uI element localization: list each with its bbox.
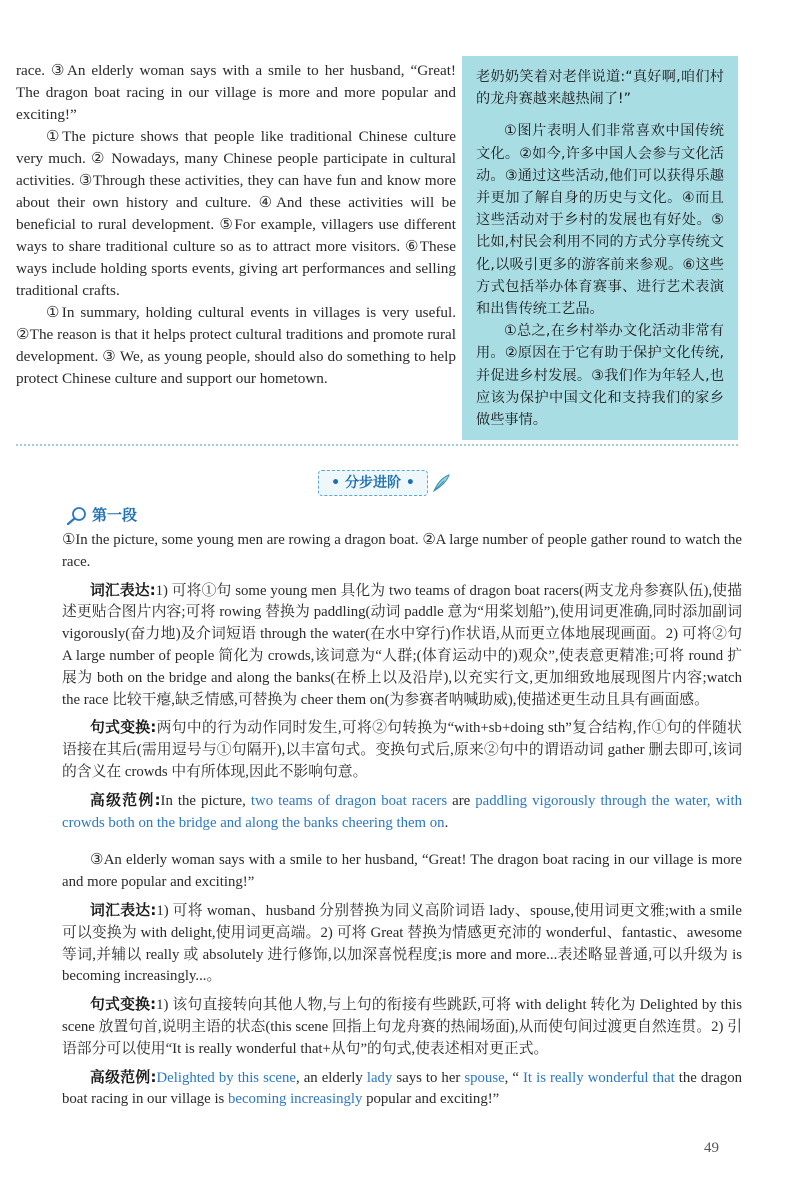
vocab-note (62, 580, 742, 712)
model-text: are (447, 792, 476, 809)
model-text: , “ (504, 1069, 523, 1086)
sentence-text: 1) 该句直接转向其他人物,与上句的衔接有些跳跃,可将 with delight 转化为 Delighted by this scene 放置句首,说明主语的状态(this scene 回指上句龙舟赛的热闹场面),从而使句间过渡更自然连贯。2) 引语部分可以使用“It is really wonderful that+从句”的句式,使表述相对更正式。 (62, 997, 742, 1057)
step-title-label: • 分步进阶 • (318, 470, 428, 496)
sentence-text: 两句中的行为动作同时发生,可将②句转换为“with+sb+doing sth”复合结构,作①句的伴随状语接在其后(需用逗号与①句隔开),以丰富句式。变换句式后,原来②句中的谓语动词 gather 删去即可,该词的含义在 crowds 中有所体现,因此不影响句意。 (62, 720, 742, 780)
highlighted-phrase: lady (366, 1069, 393, 1086)
chinese-translation-panel (462, 56, 738, 440)
model-text: popular and exciting!” (362, 1091, 500, 1108)
highlighted-phrase: becoming increasingly (228, 1091, 363, 1108)
model-text: says to her (392, 1069, 465, 1086)
vocab-note (62, 900, 742, 988)
model-text: . (444, 814, 449, 831)
quill-icon (430, 472, 452, 498)
highlighted-phrase: Delighted by this scene (156, 1069, 296, 1086)
sentence-note (62, 994, 742, 1060)
sentence-label: 句式变换: (90, 719, 157, 737)
vocab-text: 1) 可将 woman、husband 分别替换为同义高阶词语 lady、spouse,使用词更文雅;with a smile 可以变换为 with delight,使用词更高端。2) 可将 Great 替换为情感更充沛的 wonderful、fantastic、awesome 等词,并辅以 really 或 absolutely 进行修饰,以加深喜悦程度;is more and more...表述略显普通,可以升级为 is becoming increasingly...。 (62, 902, 742, 985)
chinese-paragraph: ①总之,在乡村举办文化活动非常有用。②原因在于它有助于保护文化传统,并促进乡村发展。③我们作为年轻人,也应该为保护中国文化和支持我们的家乡做些事情。 (476, 323, 724, 429)
highlighted-phrase: It is really wonderful that (523, 1069, 675, 1086)
english-paragraph: ①The picture shows that people like traditional Chinese culture very much. ② Nowadays, many Chinese people participate in cultural activities. ③Through these activities, they can have fun and know more about their own history and culture. ④And these activities will be beneficial to rural development. ⑤For example, villagers use different ways to share traditional culture so as to attract more visitors. ⑥These ways include holding sports events, giving art performances and selling traditional crafts. (16, 128, 456, 299)
model-label: 高级范例: (90, 791, 161, 809)
model-text: , an elderly (295, 1069, 367, 1086)
model-sentence (62, 1067, 742, 1112)
sentence-note (62, 717, 742, 783)
chinese-paragraph: ①图片表明人们非常喜欢中国传统文化。②如今,许多中国人会参与文化活动。③通过这些活动,他们可以获得乐趣并更加了解自身的历史与文化。④而且这些活动对于乡村的发展也有好处。⑤比如,村民会利用不同的方式分享传统文化,以吸引更多的游客前来参观。⑥这些方式包括举办体育赛事、进行艺术表演和出售传统工艺品。 (476, 123, 724, 318)
top-bilingual-area (0, 56, 800, 444)
highlighted-phrase: two teams of dragon boat racers (250, 792, 448, 809)
chinese-paragraph: 老奶奶笑着对老伴说道:“真好啊,咱们村的龙舟赛越来越热闹了!” (476, 69, 724, 108)
highlighted-phrase: spouse (464, 1069, 505, 1086)
english-paragraph: ①In summary, holding cultural events in villages is very useful. ②The reason is that it helps protect cultural traditions and promote rural development. ③ We, as young people, should also do something to help protect Chinese culture and support our hometown. (16, 304, 456, 387)
model-text: In the picture, (160, 792, 251, 809)
vocab-label: 词汇表达: (90, 901, 157, 919)
highlighted-phrase: paddling vigorously through the water, with crowds both on the bridge and along the banks cheering them on (62, 792, 742, 831)
original-sentence: ①In the picture, some young men are rowing a dragon boat. ②A large number of people gather round to watch the race. (62, 532, 742, 570)
magnifier-icon (66, 506, 88, 530)
vocab-text: 1) 可将①句 some young men 具化为 two teams of dragon boat racers(两支龙舟参赛队伍),使描述更贴合图片内容;可将 rowing 替换为 paddling(动词 paddle 意为“用桨划船”),使用词更准确,同时添加副词 vigorously(奋力地)及介词短语 through the water(在水中穿行)作状语,从而更立体地展现画面。2) 可将②句 A large number of people 简化为 crowds,该词意为“人群;(体育运动中的)观众”,使表意更精准;可将 round 扩展为 both on the bridge and along the banks(在桥上以及沿岸),以充实行文,更加细致地展现图片内容;watch the race 比较干瘪,缺乏情感,可替换为 cheer them on(为参赛者呐喊助威),使描述更生动且具有画面感。 (62, 582, 742, 708)
section-heading (66, 504, 266, 530)
vocab-label: 词汇表达: (90, 581, 156, 599)
model-sentence (62, 790, 742, 835)
sentence-label: 句式变换: (90, 996, 157, 1014)
step-title (318, 470, 448, 496)
original-sentence: ③An elderly woman says with a smile to her husband, “Great! The dragon boat racing in our village is more and more popular and exciting!” (62, 852, 742, 891)
english-passage (16, 60, 456, 390)
dotted-divider (16, 444, 738, 446)
model-label: 高级范例: (90, 1068, 157, 1086)
section-body (62, 530, 742, 1111)
model-text: the dragon boat racing in our village is (62, 1069, 742, 1108)
page-number: 49 (704, 1140, 719, 1156)
english-paragraph: race. ③An elderly woman says with a smile to her husband, “Great! The dragon boat racing in our village is more and more popular and exciting!” (16, 62, 456, 123)
section-title: 第一段 (92, 506, 138, 524)
